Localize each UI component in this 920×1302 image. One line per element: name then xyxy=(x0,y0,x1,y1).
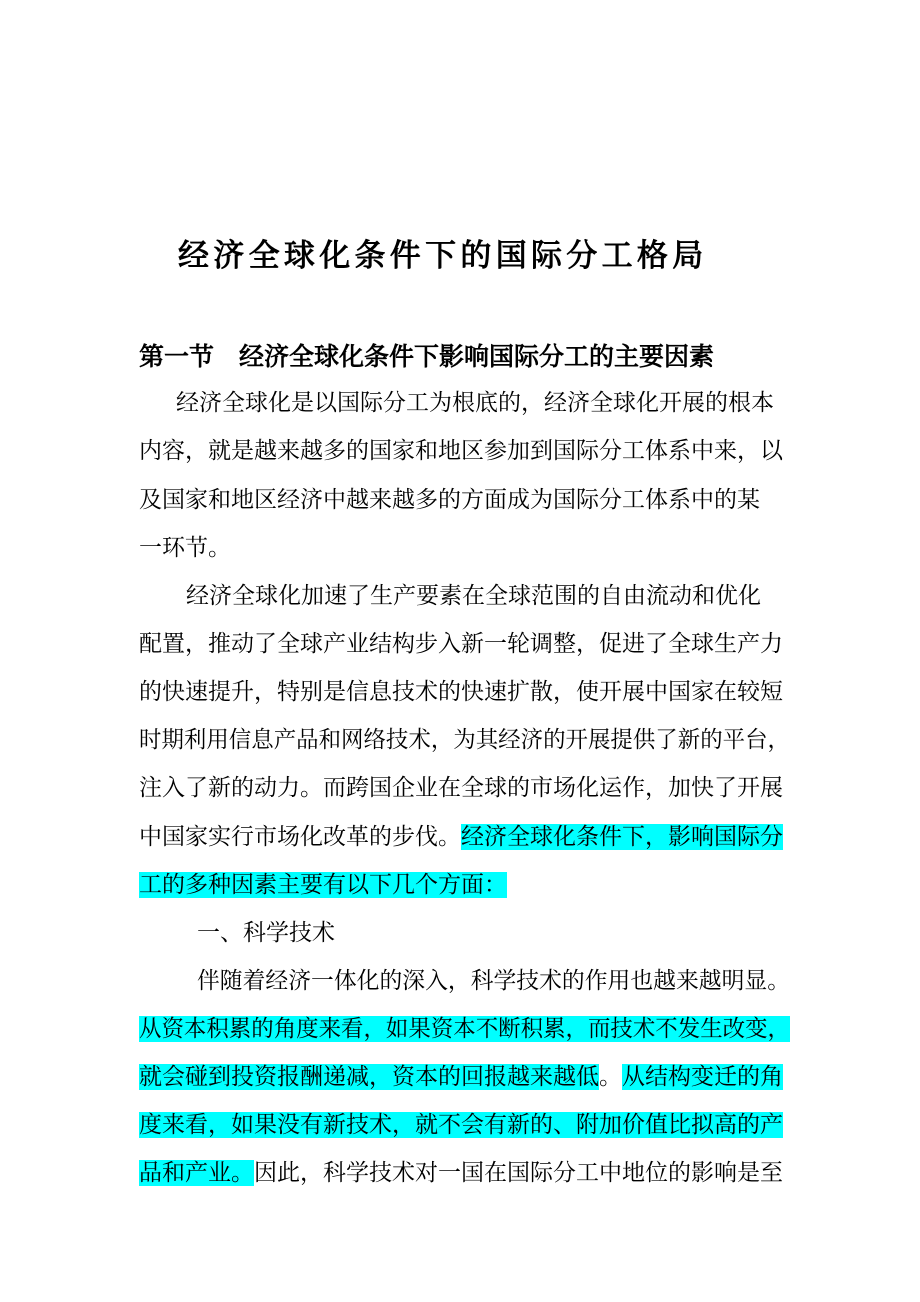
subheading: 一、科学技术 xyxy=(197,920,335,946)
plain-text: 。 xyxy=(599,1064,622,1090)
highlighted-text: 度来看，如果没有新技术，就不会有新的、附加价值比拟高的产 xyxy=(139,1112,783,1138)
document-title: 经济全球化条件下的国际分工格局 xyxy=(178,238,708,274)
paragraph-line xyxy=(139,1158,783,1188)
paragraph-line xyxy=(139,822,783,852)
plain-text: 中国家实行市场化改革的步伐。 xyxy=(139,824,461,850)
highlighted-text: 工的多种因素主要有以下几个方面： xyxy=(139,872,507,898)
paragraph-line xyxy=(139,1062,783,1092)
highlighted-text: 经济全球化条件下，影响国际分 xyxy=(461,824,783,850)
highlighted-text: 从资本积累的角度来看，如果资本不断积累，而技术不发生改变， xyxy=(139,1016,790,1042)
paragraph-line: 内容，就是越来越多的国家和地区参加到国际分工体系中来，以 xyxy=(139,438,783,464)
paragraph-line xyxy=(139,1110,783,1140)
paragraph-line: 经济全球化加速了生产要素在全球范围的自由流动和优化 xyxy=(186,583,761,609)
paragraph-line: 经济全球化是以国际分工为根底的，经济全球化开展的根本 xyxy=(176,390,774,416)
highlighted-text: 从结构变迁的角 xyxy=(622,1064,783,1090)
highlighted-text: 就会碰到投资报酬递减，资本的回报越来越低 xyxy=(139,1064,599,1090)
paragraph-line: 的快速提升，特别是信息技术的快速扩散，使开展中国家在较短 xyxy=(139,679,783,705)
section-heading: 第一节 经济全球化条件下影响国际分工的主要因素 xyxy=(139,342,715,371)
plain-text: 因此，科学技术对一国在国际分工中地位的影响是至 xyxy=(254,1160,783,1186)
paragraph-line: 一环节。 xyxy=(139,535,231,561)
highlighted-text: 品和产业。 xyxy=(139,1160,254,1186)
paragraph-line: 配置，推动了全球产业结构步入新一轮调整，促进了全球生产力 xyxy=(139,631,783,657)
paragraph-line: 伴随着经济一体化的深入，科学技术的作用也越来越明显。 xyxy=(197,968,790,994)
paragraph-line xyxy=(139,1014,790,1044)
paragraph-line: 时期利用信息产品和网络技术，为其经济的开展提供了新的平台， xyxy=(139,727,790,753)
paragraph-line: 注入了新的动力。而跨国企业在全球的市场化运作，加快了开展 xyxy=(139,775,783,801)
paragraph-line: 及国家和地区经济中越来越多的方面成为国际分工体系中的某 xyxy=(139,487,760,513)
paragraph-line xyxy=(139,870,507,900)
